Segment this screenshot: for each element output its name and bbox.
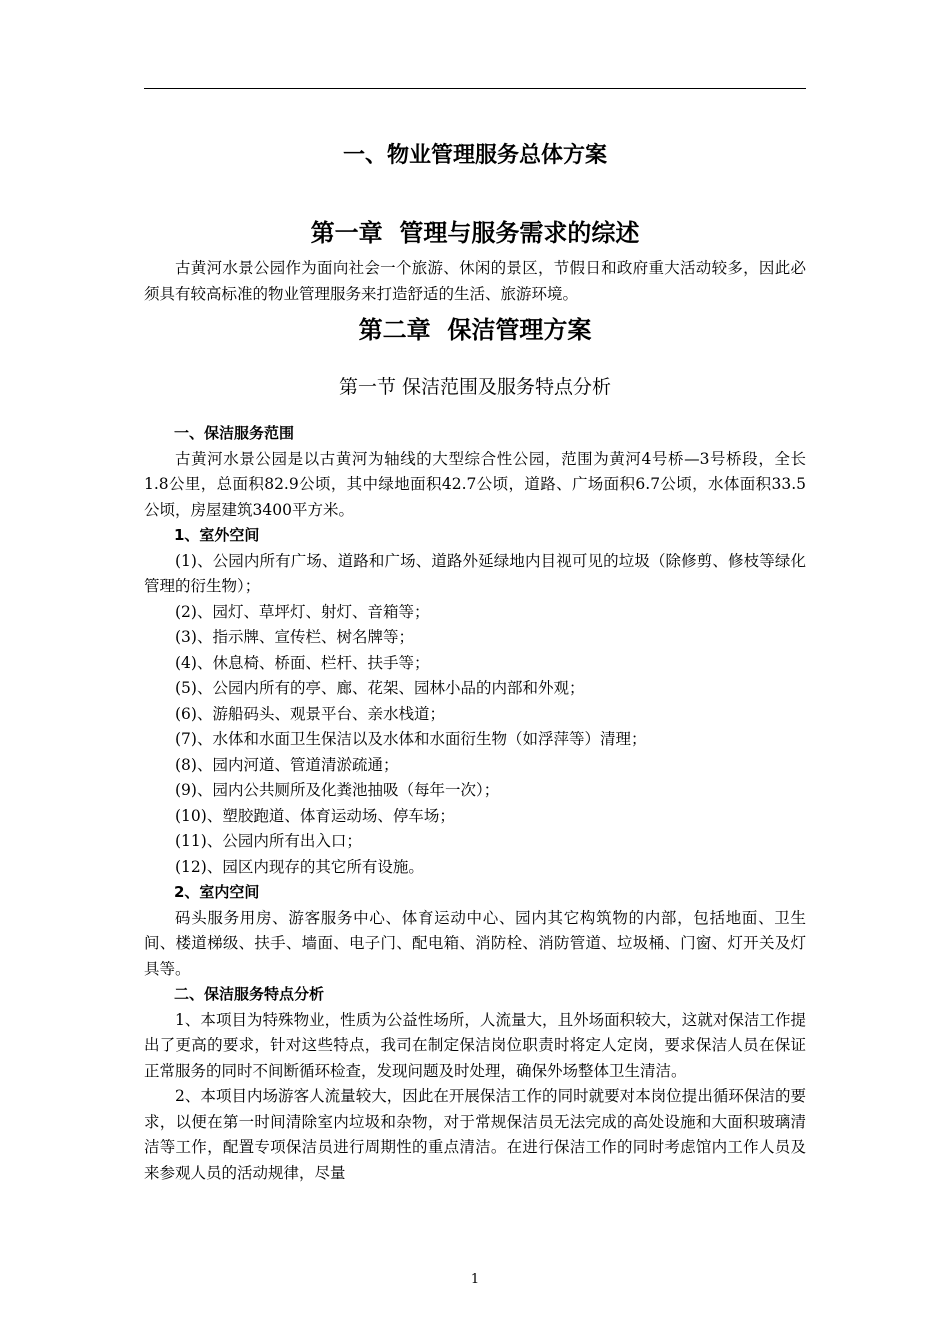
page-number: 1 xyxy=(470,1272,480,1287)
features-heading: 二、保洁服务特点分析 xyxy=(174,985,325,1003)
outdoor-item: (4)、休息椅、桥面、栏杆、扶手等； xyxy=(175,653,430,672)
indoor-text: 码头服务用房、游客服务中心、体育运动中心、园内其它构筑物的内部，包括地面、卫生间、楼道梯级、扶手、墙面、电子门、配电箱、消防栓、消防管道、垃圾桶、门窗、灯开关及灯具等。 xyxy=(144,908,806,978)
features-paragraph-1: 1、本项目为特殊物业，性质为公益性场所，人流量大，且外场面积较大，这就对保洁工作提出了更高的要求，针对这些特点，我司在制定保洁岗位职责时将定人定岗，要求保洁人员在保证正常服务的同时不间断循环检查，发现问题及时处理，确保外场整体卫生清洁。 xyxy=(144,1010,806,1080)
outdoor-heading: 1、室外空间 xyxy=(174,526,260,544)
outdoor-item: (5)、公园内所有的亭、廊、花架、园林小品的内部和外观； xyxy=(175,679,585,697)
outdoor-item: (8)、园内河道、管道清淤疏通； xyxy=(175,755,399,774)
page-content xyxy=(144,140,806,1186)
outdoor-item: (1)、公园内所有广场、道路和广场、道路外延绿地内目视可见的垃圾（除修剪、修枝等绿化管理的衍生物）； xyxy=(144,551,806,595)
outdoor-item: (12)、园区内现存的其它所有设施。 xyxy=(175,857,424,876)
outdoor-item: (3)、指示牌、宣传栏、树名牌等； xyxy=(175,628,414,646)
section-1-heading: 第一节 保洁范围及服务特点分析 xyxy=(338,376,612,398)
indoor-heading: 2、室内空间 xyxy=(174,883,260,901)
features-paragraph-2: 2、本项目内场游客人流量较大，因此在开展保洁工作的同时就要对本岗位提出循环保洁的要求，以便在第一时间清除室内垃圾和杂物，对于常规保洁员无法完成的高处设施和大面积玻璃清洁等工作，配置专项保洁员进行周期性的重点清洁。在进行保洁工作的同时考虑馆内工作人员及来参观人员的活动规律，尽量 xyxy=(144,1087,806,1182)
chapter-1-paragraph: 古黄河水景公园作为面向社会一个旅游、休闲的景区，节假日和政府重大活动较多，因此必须具有较高标准的物业管理服务来打造舒适的生活、旅游环境。 xyxy=(144,259,806,303)
document-title: 一、物业管理服务总体方案 xyxy=(342,143,607,168)
scope-heading: 一、保洁服务范围 xyxy=(174,424,295,442)
outdoor-item: (2)、园灯、草坪灯、射灯、音箱等； xyxy=(175,602,430,621)
outdoor-item: (7)、水体和水面卫生保洁以及水体和水面衍生物（如浮萍等）清理； xyxy=(175,730,647,748)
header-rule xyxy=(144,88,806,89)
outdoor-item: (6)、游船码头、观景平台、亲水栈道； xyxy=(175,704,445,723)
chapter-2-heading: 第二章 保洁管理方案 xyxy=(358,316,592,344)
scope-intro: 古黄河水景公园是以古黄河为轴线的大型综合性公园，范围为黄河4号桥—3号桥段，全长1.8公里，总面积82.9公顷，其中绿地面积42.7公顷，道路、广场面积6.7公顷，水体面积33.5公顷，房屋建筑3400平方米。 xyxy=(144,449,806,519)
chapter-1-heading: 第一章 管理与服务需求的综述 xyxy=(310,219,640,247)
outdoor-item: (10)、塑胶跑道、体育运动场、停车场； xyxy=(175,806,455,825)
outdoor-item: (9)、园内公共厕所及化粪池抽吸（每年一次）； xyxy=(175,781,500,799)
outdoor-item: (11)、公园内所有出入口； xyxy=(175,832,362,850)
